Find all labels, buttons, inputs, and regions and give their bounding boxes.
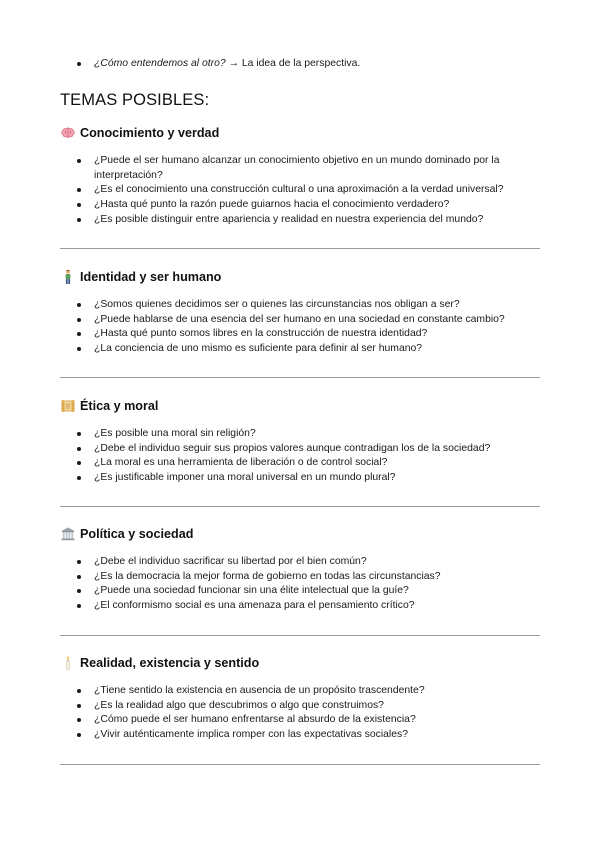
bullet <box>77 704 81 708</box>
list-item <box>0 57 600 72</box>
bullet <box>77 62 81 66</box>
bullet <box>77 347 81 351</box>
bullet <box>77 575 81 579</box>
list-item <box>0 555 600 570</box>
section-title: Ética y moral <box>80 399 159 413</box>
bullet <box>77 733 81 737</box>
section-heading <box>60 268 600 286</box>
bullet <box>77 560 81 564</box>
question-text: ¿Es la realidad algo que descubrimos o algo que construimos? <box>94 699 384 711</box>
question-list <box>0 684 600 743</box>
classical-building-icon <box>60 526 76 542</box>
question-text: ¿Hasta qué punto somos libres en la construcción de nuestra identidad? <box>94 328 428 340</box>
question-text: ¿Puede una sociedad funcionar sin una élite intelectual que la guíe? <box>94 585 409 597</box>
list-item <box>0 684 600 699</box>
question-list <box>0 427 600 486</box>
section-title: Conocimiento y verdad <box>80 126 220 140</box>
question-text: ¿Es la democracia la mejor forma de gobierno en todas las circunstancias? <box>94 570 441 582</box>
bullet <box>77 318 81 322</box>
list-item <box>0 471 600 486</box>
question-text: ¿Tiene sentido la existencia en ausencia de un propósito trascendente? <box>94 685 425 696</box>
question-text: ¿La moral es una herramienta de liberación o de control social? <box>94 457 388 469</box>
section-title: Realidad, existencia y sentido <box>80 656 260 670</box>
bullet <box>77 604 81 608</box>
question-text: ¿Somos quienes decidimos ser o quienes las circunstancias nos obligan a ser? <box>94 299 460 310</box>
question-text: ¿Debe el individuo seguir sus propios valores aunque contradigan los de la sociedad? <box>94 442 491 454</box>
candle-icon <box>60 655 76 671</box>
person-standing-icon <box>60 269 76 285</box>
list-item <box>0 327 600 342</box>
question-list <box>0 555 600 614</box>
list-item <box>0 442 600 457</box>
list-item <box>0 313 600 328</box>
question-list <box>0 298 600 357</box>
question-text: ¿Cómo puede el ser humano enfrentarse al absurdo de la existencia? <box>94 714 416 726</box>
bullet <box>77 303 81 307</box>
question-text: ¿Es posible distinguir entre apariencia y realidad en nuestra experiencia del mundo? <box>94 213 484 225</box>
list-item <box>0 198 600 213</box>
question-text: ¿Hasta qué punto la razón puede guiarnos hacia el conocimiento verdadero? <box>94 199 450 211</box>
list-item <box>0 154 600 183</box>
section-title: Política y sociedad <box>80 527 194 541</box>
question-text: ¿La conciencia de uno mismo es suficiente para definir al ser humano? <box>94 343 423 355</box>
section-divider <box>60 506 540 507</box>
intro-rest: → La idea de la perspectiva. <box>225 58 361 69</box>
section-heading <box>60 124 600 142</box>
section-realidad <box>0 654 600 743</box>
bullet <box>77 447 81 451</box>
intro-question: ¿Cómo entendemos al otro? <box>94 58 226 69</box>
section-heading <box>60 397 600 415</box>
section-divider <box>60 635 540 636</box>
intro-list <box>0 57 600 72</box>
list-item <box>0 713 600 728</box>
list-item <box>0 599 600 614</box>
section-identidad <box>0 268 600 357</box>
list-item <box>0 584 600 599</box>
list-item <box>0 427 600 442</box>
section-heading <box>60 654 600 672</box>
list-item <box>0 342 600 357</box>
question-text: ¿Vivir auténticamente implica romper con las expectativas sociales? <box>94 729 408 741</box>
question-text: ¿Es posible una moral sin religión? <box>94 428 256 439</box>
question-text: ¿Puede hablarse de una esencia del ser humano en una sociedad en constante cambio? <box>94 313 505 325</box>
question-list <box>0 154 600 228</box>
section-heading <box>60 525 600 543</box>
section-etica <box>0 397 600 486</box>
section-divider <box>60 248 540 249</box>
bullet <box>77 689 81 693</box>
bullet <box>77 159 81 163</box>
list-item <box>0 183 600 198</box>
section-divider <box>60 764 540 765</box>
bullet <box>77 332 81 336</box>
list-item <box>0 213 600 228</box>
question-text: ¿Puede el ser humano alcanzar un conocimiento objetivo en un mundo dominado por la interpretación? <box>94 155 500 181</box>
question-text: ¿El conformismo social es una amenaza para el pensamiento crítico? <box>94 600 415 612</box>
page-title: TEMAS POSIBLES: <box>60 91 210 109</box>
question-text: ¿Debe el individuo sacrificar su libertad por el bien común? <box>94 556 367 567</box>
bullet <box>77 218 81 222</box>
question-text: ¿Es justificable imponer una moral universal en un mundo plural? <box>94 472 396 484</box>
bullet <box>77 188 81 192</box>
bullet <box>77 432 81 436</box>
section-divider <box>60 377 540 378</box>
brain-icon <box>60 125 76 141</box>
bullet <box>77 589 81 593</box>
list-item <box>0 570 600 585</box>
list-item <box>0 456 600 471</box>
bullet <box>77 476 81 480</box>
section-politica <box>0 525 600 614</box>
bullet <box>77 461 81 465</box>
bullet <box>77 718 81 722</box>
section-title: Identidad y ser humano <box>80 270 222 284</box>
bullet <box>77 203 81 207</box>
scroll-icon <box>60 398 76 414</box>
question-text: ¿Es el conocimiento una construcción cultural o una aproximación a la verdad universal? <box>94 184 504 196</box>
list-item <box>0 728 600 743</box>
section-conocimiento <box>0 124 600 228</box>
list-item <box>0 699 600 714</box>
list-item <box>0 298 600 313</box>
